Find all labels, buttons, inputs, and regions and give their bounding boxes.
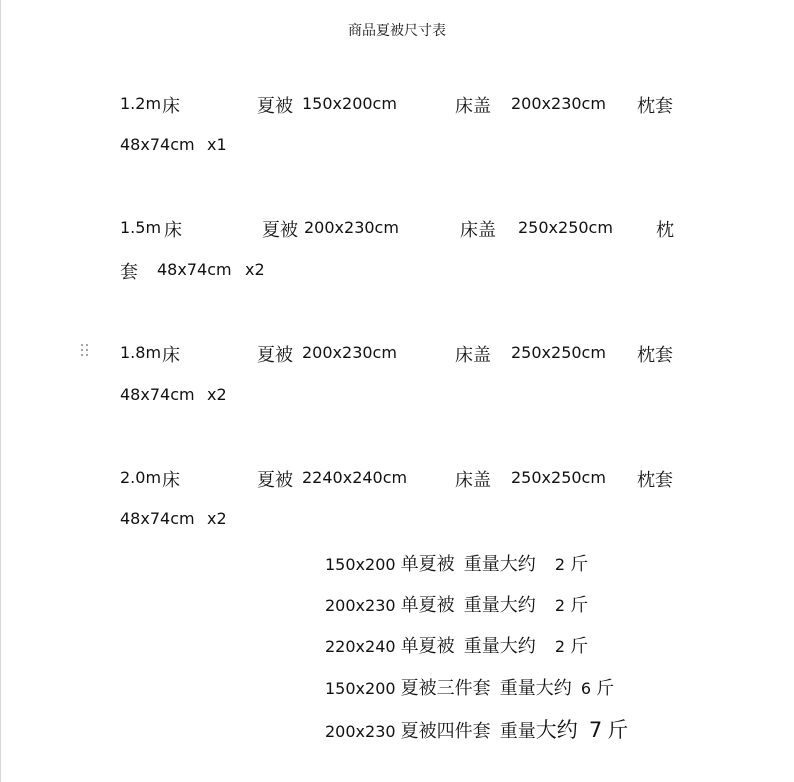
weight-item: 单夏被 <box>400 595 455 616</box>
weight-line <box>325 550 588 576</box>
pillow-size: 48x74cm <box>120 509 195 528</box>
drag-handle-icon[interactable] <box>80 343 90 359</box>
quilt-label: 夏被 <box>257 96 293 117</box>
weight-label: 重量大约 <box>463 554 536 575</box>
weight-line <box>325 674 614 700</box>
bed-label: 床 <box>164 220 182 241</box>
cover-label: 床盖 <box>455 96 491 117</box>
bed-size: 1.2m <box>120 94 162 113</box>
weight-item: 夏被四件套 <box>400 721 491 742</box>
quilt-size: 200x230cm <box>304 218 399 237</box>
weight-value: 6 <box>580 679 592 698</box>
weight-value: 7 <box>588 718 603 742</box>
page-left-edge <box>0 0 1 782</box>
weight-item: 单夏被 <box>400 554 455 575</box>
pillow-qty: x2 <box>207 385 227 404</box>
weight-item: 夏被三件套 <box>400 678 491 699</box>
pillow-qty: x1 <box>207 135 227 154</box>
bed-size: 1.5m <box>120 218 162 237</box>
weight-unit: 斤 <box>596 678 615 699</box>
weight-label: 重量大约 <box>463 595 536 616</box>
weight-line <box>325 632 588 658</box>
cover-label: 床盖 <box>455 470 491 491</box>
pillow-qty: x2 <box>207 509 227 528</box>
weight-unit: 斤 <box>570 554 589 575</box>
quilt-label: 夏被 <box>257 345 293 366</box>
cover-size: 250x250cm <box>518 218 613 237</box>
bed-label: 床 <box>162 470 180 491</box>
pillow-size: 48x74cm <box>120 385 195 404</box>
pillow-qty: x2 <box>245 260 265 279</box>
weight-label: 重量大约 <box>463 636 536 657</box>
weight-unit: 斤 <box>607 718 629 742</box>
weight-value: 2 <box>554 596 566 615</box>
pillow-label-end: 套 <box>120 262 138 283</box>
bed-size: 2.0m <box>120 468 162 487</box>
weight-item: 单夏被 <box>400 636 455 657</box>
quilt-size: 150x200cm <box>302 94 397 113</box>
weight-size: 200x230 <box>325 596 396 615</box>
bed-label: 床 <box>162 345 180 366</box>
cover-size: 200x230cm <box>511 94 606 113</box>
cover-size: 250x250cm <box>511 468 606 487</box>
pillow-label: 枕套 <box>637 345 673 366</box>
weight-label-emphasis: 大约 <box>535 718 578 742</box>
quilt-size: 2240x240cm <box>302 468 408 487</box>
pillow-size: 48x74cm <box>157 260 232 279</box>
document-title: 商品夏被尺寸表 <box>348 23 446 39</box>
weight-size: 220x240 <box>325 637 396 656</box>
quilt-label: 夏被 <box>257 470 293 491</box>
bed-label: 床 <box>162 96 180 117</box>
weight-unit: 斤 <box>570 595 589 616</box>
weight-line <box>325 714 628 744</box>
weight-line <box>325 591 588 617</box>
weight-label: 重量大约 <box>499 678 572 699</box>
cover-label: 床盖 <box>460 220 496 241</box>
quilt-label: 夏被 <box>262 220 298 241</box>
pillow-label: 枕套 <box>637 470 673 491</box>
cover-label: 床盖 <box>455 345 491 366</box>
pillow-label-start: 枕 <box>656 220 674 241</box>
cover-size: 250x250cm <box>511 343 606 362</box>
weight-value: 2 <box>554 555 566 574</box>
pillow-label: 枕套 <box>637 96 673 117</box>
pillow-size: 48x74cm <box>120 135 195 154</box>
bed-size: 1.8m <box>120 343 162 362</box>
weight-size: 150x200 <box>325 679 396 698</box>
weight-size: 150x200 <box>325 555 396 574</box>
weight-unit: 斤 <box>570 636 589 657</box>
weight-size: 200x230 <box>325 722 396 741</box>
weight-label: 重量 <box>499 721 536 742</box>
weight-value: 2 <box>554 637 566 656</box>
quilt-size: 200x230cm <box>302 343 397 362</box>
